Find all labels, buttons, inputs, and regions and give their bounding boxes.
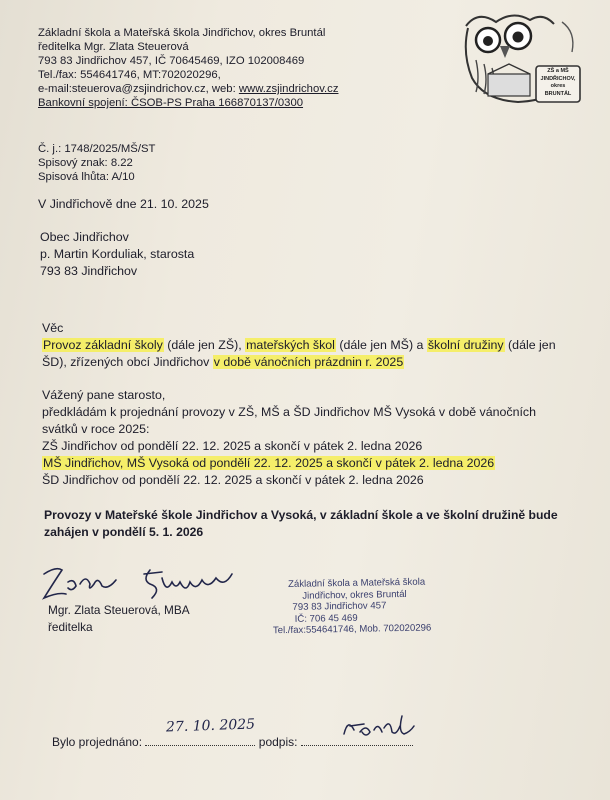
stamp-line-1: Základní škola a Mateřská škola bbox=[288, 576, 426, 590]
mayor-signature bbox=[338, 712, 418, 742]
subject-text-4: ŠD), zřízených obcí Jindřichov bbox=[42, 355, 213, 369]
subject-text-3: (dále jen bbox=[504, 338, 556, 352]
logo-text-2: JINDŘICHOV, bbox=[540, 75, 576, 82]
operations-line-2: zahájen v pondělí 5. 1. 2026 bbox=[44, 525, 204, 539]
stamp-line-2: Jindřichov, okres Bruntál bbox=[302, 588, 407, 602]
discussed-label: Bylo projednáno: bbox=[52, 735, 143, 749]
intro-line-2: svátků v roce 2025: bbox=[42, 422, 150, 436]
phone-line: Tel./fax: 554641746, MT:702020296, bbox=[38, 69, 221, 81]
recipient-line-1: Obec Jindřichov bbox=[40, 230, 129, 244]
discussed-date-field bbox=[145, 735, 255, 746]
handwritten-date: 27. 10. 2025 bbox=[165, 716, 256, 736]
reference-lhuta: Spisová lhůta: A/10 bbox=[38, 171, 135, 183]
ms-schedule bbox=[42, 455, 495, 472]
subject-label: Věc bbox=[42, 321, 64, 335]
salutation: Vážený pane starosto, bbox=[42, 388, 166, 402]
recipient-line-2: p. Martin Korduliak, starosta bbox=[40, 247, 195, 261]
signature-label: podpis: bbox=[258, 735, 298, 749]
subject-highlight-sd: školní družiny bbox=[427, 338, 504, 352]
signatory-name: Mgr. Zlata Steuerová, MBA bbox=[48, 603, 190, 617]
recipient-line-3: 793 83 Jindřichov bbox=[40, 264, 138, 278]
sd-schedule: ŠD Jindřichov od pondělí 22. 12. 2025 a skončí v pátek 2. ledna 2026 bbox=[42, 473, 424, 487]
logo-text-block bbox=[538, 68, 578, 98]
subject-highlight-holiday: v době vánočních prázdnin r. 2025 bbox=[213, 355, 404, 369]
logo-text-3: okres bbox=[550, 83, 566, 89]
school-name: Základní škola a Mateřská škola Jindřichov, okres Bruntál bbox=[38, 27, 326, 39]
ms-schedule-text: MŠ Jindřichov, MŠ Vysoká od pondělí 22. 12. 2025 a skončí v pátek 2. ledna 2026 bbox=[43, 456, 495, 470]
email-text: e-mail:steuerova@zsjindrichov.cz, web: bbox=[38, 83, 239, 95]
reference-cj: Č. j.: 1748/2025/MŠ/ST bbox=[38, 143, 156, 155]
reference-spisovy-znak: Spisový znak: 8.22 bbox=[38, 157, 133, 169]
logo-text-4: BRUNTÁL bbox=[544, 90, 572, 97]
date-line: V Jindřichově dne 21. 10. 2025 bbox=[38, 197, 209, 211]
subject-line-1 bbox=[42, 337, 556, 354]
bank-line: Bankovní spojení: ČSOB-PS Praha 166870137/0300 bbox=[38, 97, 304, 109]
stamp-line-5: Tel./fax:554641746, Mob. 702020296 bbox=[272, 622, 432, 637]
subject-line-2 bbox=[42, 354, 404, 371]
owl-logo-icon bbox=[458, 8, 588, 108]
subject-text-2: (dále jen MŠ) a bbox=[335, 338, 427, 352]
director-line: ředitelka Mgr. Zlata Steuerová bbox=[38, 41, 189, 53]
address-ids-line: 793 83 Jindřichov 457, IČ 70645469, IZO 102008469 bbox=[38, 55, 305, 67]
subject-text-1: (dále jen ZŠ), bbox=[163, 338, 246, 352]
intro-line-1: předkládám k projednání provozy v ZŠ, MŠ a ŠD Jindřichov MŠ Vysoká v době vánočních bbox=[42, 405, 537, 419]
web-link[interactable]: www.zsjindrichov.cz bbox=[238, 83, 339, 95]
official-stamp bbox=[272, 576, 432, 637]
stamp-line-4: IČ: 706 45 469 bbox=[294, 612, 358, 625]
zs-schedule: ZŠ Jindřichov od pondělí 22. 12. 2025 a skončí v pátek 2. ledna 2026 bbox=[42, 439, 423, 453]
subject-highlight-zs: Provoz základní školy bbox=[43, 338, 163, 352]
operations-line-1: Provozy v Mateřské škole Jindřichov a Vysoká, v základní škole a ve školní družině bude bbox=[44, 508, 558, 522]
subject-highlight-ms: mateřských škol bbox=[246, 338, 335, 352]
director-signature bbox=[38, 560, 238, 608]
stamp-line-3: 793 83 Jindřichov 457 bbox=[292, 600, 387, 613]
email-web-line bbox=[38, 82, 338, 96]
signatory-title: ředitelka bbox=[48, 620, 93, 634]
logo-text-1: ZŠ a MŠ bbox=[547, 68, 569, 74]
